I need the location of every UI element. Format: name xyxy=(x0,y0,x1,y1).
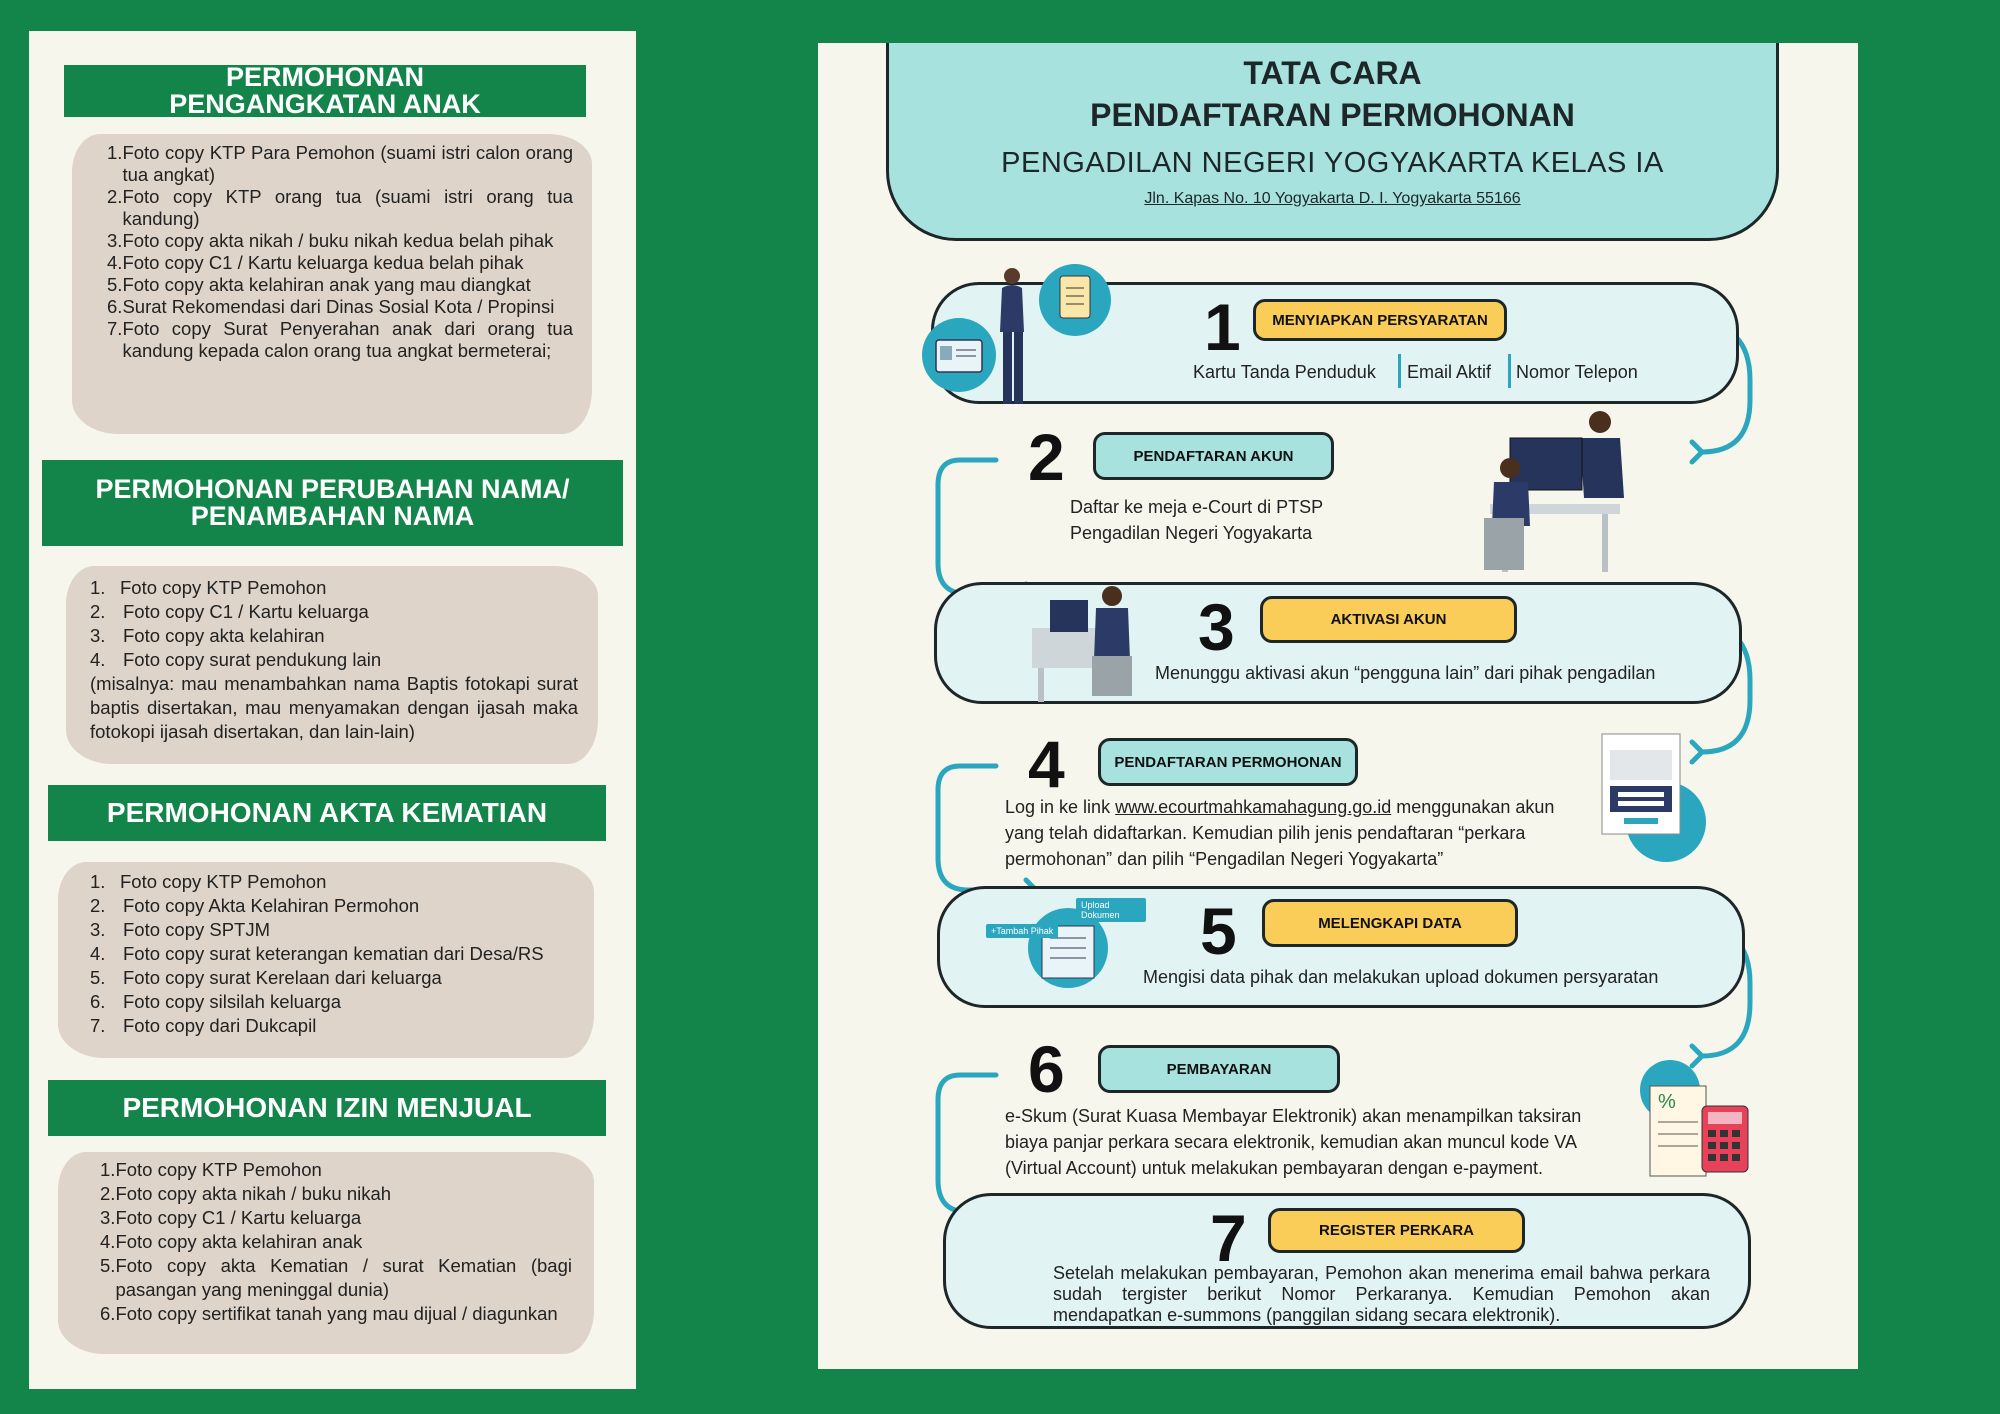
step-6-text xyxy=(1005,1103,1581,1181)
section-title-line: PENAMBAHAN NAMA xyxy=(190,501,475,531)
list-item: 1. Foto copy KTP Pemohon xyxy=(100,1159,322,1180)
list-item: 6. Surat Rekomendasi dari Dinas Sosial Kota / Propinsi xyxy=(107,296,555,317)
list-item: 4. Foto copy surat pendukung lain xyxy=(90,649,382,670)
woman-holding-documents-illustration xyxy=(990,262,1120,410)
step-5-number: 5 xyxy=(1200,894,1237,968)
separator xyxy=(1398,354,1401,388)
list-item: 5. Foto copy akta kelahiran anak yang mau diangkat xyxy=(107,274,531,295)
step-6-tag: PEMBAYARAN xyxy=(1098,1045,1340,1093)
person-at-computer-illustration xyxy=(1032,586,1136,704)
step-5-tag: MELENGKAPI DATA xyxy=(1262,899,1518,947)
id-card-icon xyxy=(922,318,996,392)
step-1-item-phone: Nomor Telepon xyxy=(1516,362,1638,382)
list-item: 1. Foto copy KTP Para Pemohon (suami istri calon orang tua angkat) xyxy=(107,142,573,185)
ecourt-link[interactable]: www.ecourtmahkamahagung.go.id xyxy=(1115,797,1392,817)
step-4-tag: PENDAFTARAN PERMOHONAN xyxy=(1098,738,1358,786)
step-5-text: Mengisi data pihak dan melakukan upload dokumen persyaratan xyxy=(1143,967,1659,987)
step-3-tag: AKTIVASI AKUN xyxy=(1260,596,1517,643)
list-item: 1. Foto copy KTP Pemohon xyxy=(90,577,327,598)
list-item: 4. Foto copy akta kelahiran anak xyxy=(100,1231,363,1252)
section-title-line: PERMOHONAN xyxy=(225,62,424,92)
step-7-text: Setelah melakukan pembayaran, Pemohon akan menerima email bahwa perkara sudah tergister berikut Nomor Perkaranya. Kemudian Pemohon akan mendapatkan e-summons (panggilan sidang secara elektronik). xyxy=(1053,1263,1710,1325)
list-item: 3. Foto copy akta nikah / buku nikah kedua belah pihak xyxy=(107,230,554,251)
section-title-line: PENGANGKATAN ANAK xyxy=(169,89,481,119)
list-item: 4. Foto copy surat keterangan kematian dari Desa/RS xyxy=(90,943,544,964)
section-title-line: PERMOHONAN PERUBAHAN NAMA/ xyxy=(95,474,570,504)
step-4-text xyxy=(1005,794,1625,872)
step-6-number: 6 xyxy=(1028,1032,1065,1106)
step-6-text-line: biaya panjar perkara secara elektronik, kemudian akan muncul kode VA xyxy=(1005,1132,1577,1152)
separator xyxy=(1508,354,1511,388)
step-1-item-email: Email Aktif xyxy=(1407,362,1492,382)
step-3-text: Menunggu aktivasi akun “pengguna lain” dari pihak pengadilan xyxy=(1155,663,1656,683)
ecourt-login-screen-illustration xyxy=(1598,730,1710,868)
step-4-text-line: permohonan” dan pilih “Pengadilan Negeri Yogyakarta” xyxy=(1005,849,1444,869)
step-2-number: 2 xyxy=(1028,420,1065,494)
list-item: 2. Foto copy C1 / Kartu keluarga xyxy=(90,601,369,622)
header-title-line1: TATA CARA xyxy=(1243,55,1422,91)
list-item: 2. Foto copy akta nikah / buku nikah xyxy=(100,1183,392,1204)
step-7-tag: REGISTER PERKARA xyxy=(1268,1208,1525,1253)
list-item: 2. Foto copy Akta Kelahiran Permohon xyxy=(90,895,420,916)
step-2-text-line: Pengadilan Negeri Yogyakarta xyxy=(1070,523,1313,543)
list-item: 7. Foto copy dari Dukcapil xyxy=(90,1015,317,1036)
step-2-text-line: Daftar ke meja e-Court di PTSP xyxy=(1070,497,1324,517)
step-7-number: 7 xyxy=(1210,1201,1247,1275)
section-title-line: PERMOHONAN IZIN MENJUAL xyxy=(122,1092,532,1123)
list-item: 5. Foto copy surat Kerelaan dari keluarga xyxy=(90,967,442,988)
list-item: 1. Foto copy KTP Pemohon xyxy=(90,871,327,892)
step-1-number: 1 xyxy=(1204,290,1241,364)
header-title-line2: PENDAFTARAN PERMOHONAN xyxy=(1090,97,1575,133)
list-item: 6. Foto copy sertifikat tanah yang mau dijual / diagunkan xyxy=(100,1303,558,1324)
list-item: 3. Foto copy C1 / Kartu keluarga xyxy=(100,1207,362,1228)
requirements-note: (misalnya: mau menambahkan nama Baptis fotokapi surat baptis disertakan, mau menyamakan dengan ijasah maka fotokopi ijasah disertakan, dan lain-lain) xyxy=(90,673,578,742)
list-item: 6. Foto copy silsilah keluarga xyxy=(90,991,341,1012)
step-4-number: 4 xyxy=(1028,727,1065,801)
step-4-text-line: Log in ke link www.ecourtmahkamahagung.go.id menggunakan akun xyxy=(1005,797,1555,817)
list-item: 5. Foto copy akta Kematian / surat Kematian (bagi pasangan yang meninggal dunia) xyxy=(100,1255,572,1300)
list-item: 4. Foto copy C1 / Kartu keluarga kedua belah pihak xyxy=(107,252,524,273)
payment-calculator-illustration xyxy=(1640,1060,1752,1186)
svg-text:%: % xyxy=(1658,1091,1676,1113)
step-6-text-line: (Virtual Account) untuk melakukan pembayaran dengan e-payment. xyxy=(1005,1158,1543,1178)
step-2-text xyxy=(1070,494,1323,546)
step-1-item-ktp: Kartu Tanda Penduduk xyxy=(1193,362,1376,382)
arrow-2-3 xyxy=(938,460,1036,594)
step-4-text-line: yang telah didaftarkan. Kemudian pilih jenis pendaftaran “perkara xyxy=(1005,823,1526,843)
list-item: 7. Foto copy Surat Penyerahan anak dari orang tua kandung kepada calon orang tua angkat bermeterai; xyxy=(107,318,573,361)
upload-dokumen-chip: Upload Dokumen xyxy=(1076,898,1146,922)
list-item: 3. Foto copy SPTJM xyxy=(90,919,271,940)
step-3-number: 3 xyxy=(1198,590,1235,664)
step-1-tag: MENYIAPKAN PERSYARATAN xyxy=(1253,299,1507,341)
step-2-tag: PENDAFTARAN AKUN xyxy=(1093,432,1334,480)
section-title-line: PERMOHONAN AKTA KEMATIAN xyxy=(106,797,548,828)
list-item: 2. Foto copy KTP orang tua (suami istri orang tua kandung) xyxy=(107,186,573,229)
step-6-text-line: e-Skum (Surat Kuasa Membayar Elektronik) akan menampilkan taksiran xyxy=(1005,1106,1582,1126)
office-meeting-illustration xyxy=(1480,408,1630,576)
tambah-pihak-chip: +Tambah Pihak xyxy=(986,924,1058,938)
header-address: Jln. Kapas No. 10 Yogyakarta D. I. Yogyakarta 55166 xyxy=(1144,190,1521,207)
arrow-head xyxy=(1692,442,1702,462)
data-entry-illustration xyxy=(986,898,1146,990)
header-subtitle: PENGADILAN NEGERI YOGYAKARTA KELAS IA xyxy=(1001,147,1664,179)
list-item: 3. Foto copy akta kelahiran xyxy=(90,625,325,646)
